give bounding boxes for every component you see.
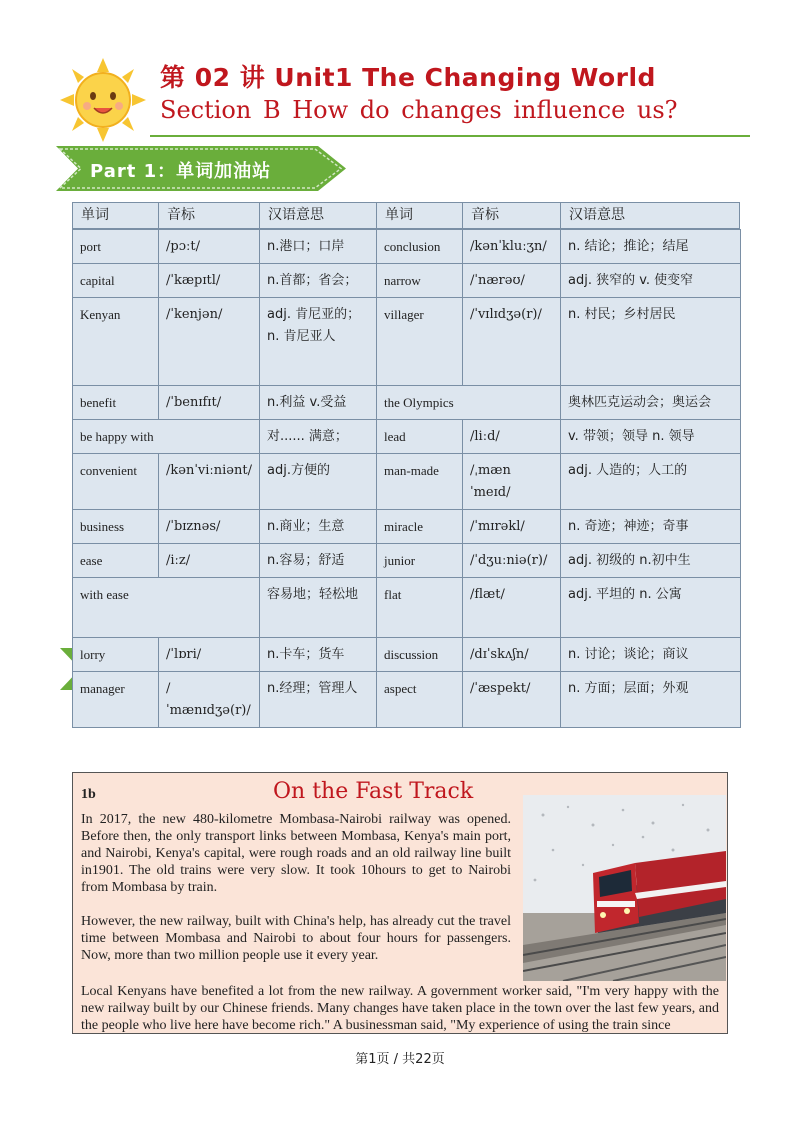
meaning-cell: n.卡车；货车: [260, 638, 377, 672]
phonetic-cell: /kənˈkluːʒn/: [463, 230, 561, 264]
word-cell: man-made: [377, 454, 463, 510]
meaning-cell: adj. 平坦的 n. 公寓: [561, 578, 741, 638]
meaning-cell: n.经理；管理人: [260, 672, 377, 728]
word-cell: business: [73, 510, 159, 544]
meaning-cell: n.利益 v.受益: [260, 386, 377, 420]
word-cell: be happy with: [73, 420, 260, 454]
meaning-cell: n. 结论；推论；结尾: [561, 230, 741, 264]
section-title: Section B How do changes influence us?: [160, 96, 678, 124]
word-cell: villager: [377, 298, 463, 386]
meaning-cell: 容易地；轻松地: [260, 578, 377, 638]
word-cell: capital: [73, 264, 159, 298]
meaning-cell: n. 奇迹；神迹；奇事: [561, 510, 741, 544]
phonetic-cell: /ˈbɪznəs/: [159, 510, 260, 544]
word-cell: junior: [377, 544, 463, 578]
header-phonetic-1: 音标: [159, 203, 260, 228]
meaning-cell: n. 方面；层面；外观: [561, 672, 741, 728]
word-cell: Kenyan: [73, 298, 159, 386]
word-cell: benefit: [73, 386, 159, 420]
meaning-cell: adj.方便的: [260, 454, 377, 510]
word-cell: aspect: [377, 672, 463, 728]
table-row: [73, 638, 741, 672]
train-photo: [523, 795, 726, 981]
vocab-table: [72, 229, 741, 728]
phonetic-cell: /ˈmɪrəkl/: [463, 510, 561, 544]
exercise-label: 1b: [81, 787, 96, 802]
table-row: [73, 386, 741, 420]
meaning-cell: n.商业；生意: [260, 510, 377, 544]
table-row: [73, 420, 741, 454]
part-banner-label: Part 1：单词加油站: [90, 161, 272, 182]
phonetic-cell: /pɔːt/: [159, 230, 260, 264]
phonetic-cell: /dɪˈskʌʃn/: [463, 638, 561, 672]
phonetic-cell: /liːd/: [463, 420, 561, 454]
table-row: [73, 454, 741, 510]
phonetic-cell: /ˈkenjən/: [159, 298, 260, 386]
word-cell: narrow: [377, 264, 463, 298]
phonetic-cell: /ˈlɒri/: [159, 638, 260, 672]
phonetic-cell: /flæt/: [463, 578, 561, 638]
table-row: [73, 510, 741, 544]
table-row: [73, 264, 741, 298]
word-cell: conclusion: [377, 230, 463, 264]
meaning-cell: adj. 人造的；人工的: [561, 454, 741, 510]
header-phonetic-2: 音标: [463, 203, 561, 228]
meaning-cell: n. 讨论；谈论；商议: [561, 638, 741, 672]
passage-paragraph: However, the new railway, built with China's help, has already cut the travel time between Mombasa and Nairobi to about four hours for passengers. Now, more than two million people use it every year.: [81, 914, 511, 963]
phonetic-cell: /ˈnærəʊ/: [463, 264, 561, 298]
meaning-cell: adj. 初级的 n.初中生: [561, 544, 741, 578]
phonetic-cell: /ˈæspekt/: [463, 672, 561, 728]
meaning-cell: adj. 肯尼亚的；n. 肯尼亚人: [260, 298, 377, 386]
word-cell: ease: [73, 544, 159, 578]
word-cell: lorry: [73, 638, 159, 672]
header-word-2: 单词: [377, 203, 463, 228]
passage-paragraph: Local Kenyans have benefited a lot from the new railway. A government worker said, "I'm very happy with the new railway built by our Chinese friends. Many changes have taken place in the town over the last few years, and the people who live here have become rich." A businessman said, "My experience of using the train since: [81, 984, 719, 1033]
table-row: [73, 578, 741, 638]
sun-mascot-icon: [58, 56, 148, 144]
word-cell: port: [73, 230, 159, 264]
header-meaning-2: 汉语意思: [569, 207, 625, 223]
passage-paragraph: In 2017, the new 480-kilometre Mombasa-Nairobi railway was opened. Before then, the only transport links between Mombasa, Kenya's main port, and Nairobi, Kenya's capital, were rough roads and an old railway line built in1901. The old trains were very slow. It took 10hours to get to Nairobi from Mombasa by train.: [81, 812, 511, 895]
phonetic-cell: /ˈkæpɪtl/: [159, 264, 260, 298]
meaning-cell: 对...... 满意；: [260, 420, 377, 454]
phonetic-cell: /ˈbenɪfɪt/: [159, 386, 260, 420]
meaning-cell: n.港口；口岸: [260, 230, 377, 264]
word-cell: convenient: [73, 454, 159, 510]
meaning-cell: adj. 狭窄的 v. 使变窄: [561, 264, 741, 298]
phonetic-cell: /ˌmæn ˈmeɪd/: [463, 454, 561, 510]
meaning-cell: 奥林匹克运动会；奥运会: [561, 386, 741, 420]
phonetic-cell: /ˈvɪlɪdʒə(r)/: [463, 298, 561, 386]
meaning-cell: n.首都；省会；: [260, 264, 377, 298]
meaning-cell: n.容易；舒适: [260, 544, 377, 578]
title-divider: [150, 135, 750, 137]
word-cell: miracle: [377, 510, 463, 544]
meaning-cell: v. 带领；领导 n. 领导: [561, 420, 741, 454]
vocab-table-header: [72, 202, 740, 229]
table-row: [73, 298, 741, 386]
word-cell: lead: [377, 420, 463, 454]
word-cell: with ease: [73, 578, 260, 638]
phonetic-cell: /ˈdʒuːniə(r)/: [463, 544, 561, 578]
word-cell: discussion: [377, 638, 463, 672]
table-row: [73, 230, 741, 264]
page-number: 第1页 / 共22页: [355, 1052, 445, 1067]
word-cell: flat: [377, 578, 463, 638]
word-cell: the Olympics: [377, 386, 561, 420]
passage-title: On the Fast Track: [273, 779, 474, 804]
meaning-cell: n. 村民；乡村居民: [561, 298, 741, 386]
phonetic-cell: /iːz/: [159, 544, 260, 578]
lesson-title: 第 02 讲 Unit1 The Changing World: [160, 63, 656, 92]
table-row: [73, 672, 741, 728]
reading-passage-box: [72, 772, 728, 1034]
header-word-1: 单词: [73, 203, 159, 228]
header-meaning-1: 汉语意思: [260, 203, 377, 228]
word-cell: manager: [73, 672, 159, 728]
phonetic-cell: /kənˈviːniənt/: [159, 454, 260, 510]
phonetic-cell: /ˈmænɪdʒə(r)/: [159, 672, 260, 728]
table-row: [73, 544, 741, 578]
